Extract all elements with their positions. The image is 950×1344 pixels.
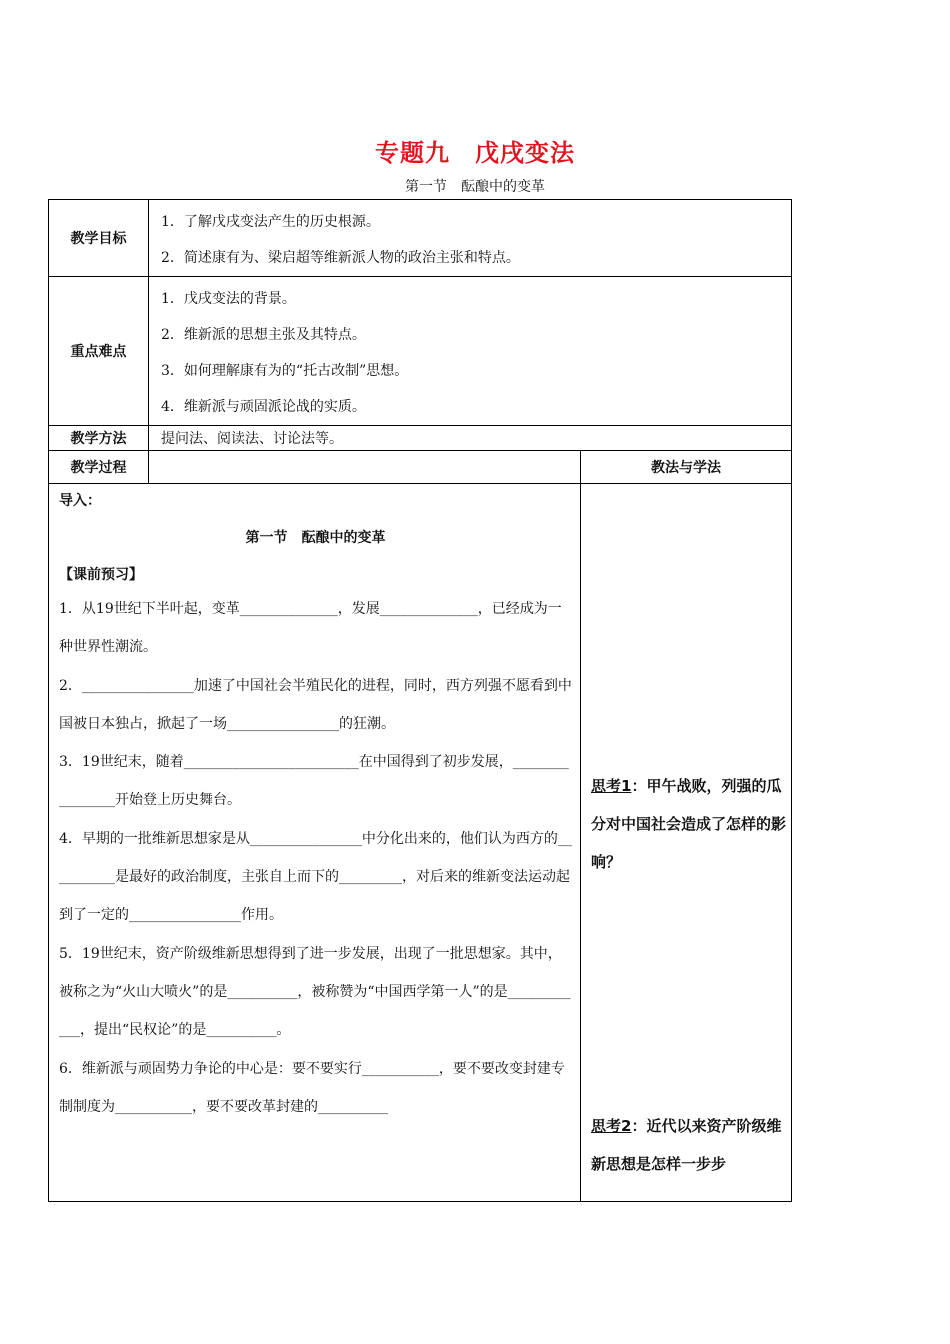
objectives-list xyxy=(149,200,792,277)
process-header-blank xyxy=(149,451,581,484)
think-question-2 xyxy=(591,1107,786,1183)
objectives-label: 教学目标 xyxy=(49,200,149,277)
think-2-label: 思考2 xyxy=(591,1117,632,1135)
think-1-label: 思考1 xyxy=(591,777,632,795)
preview-question: 3．19世纪末，随着_________________________在中国得到了初步发展，________________开始登上历史舞台。 xyxy=(59,754,569,809)
section-heading: 第一节 酝酿中的变革 xyxy=(245,530,386,546)
methods-label: 教学方法 xyxy=(49,426,149,451)
process-body-row xyxy=(49,484,792,1202)
preview-question: 4．早期的一批维新思想家是从________________中分化出来的，他们认为西方的__________是最好的政治制度，主张自上而下的_________，对后来的维新变法运动起到了一定的________________作用。 xyxy=(59,830,572,924)
process-content xyxy=(49,484,581,1202)
lesson-plan-table xyxy=(48,199,792,1202)
methods-learning-label: 教法与学法 xyxy=(581,451,792,484)
key-point-item: 4．维新派与顽固派论战的实质。 xyxy=(161,399,366,415)
think-2-text: ：近代以来资产阶级维新思想是怎样一步步 xyxy=(591,1117,782,1173)
preview-question: 1．从19世纪下半叶起，变革______________，发展______________，已经成为一种世界性潮流。 xyxy=(59,601,562,656)
key-points-list xyxy=(149,277,792,426)
preview-question: 6．维新派与顽固势力争论的中心是：要不要实行___________，要不要改变封建专制制度为___________，要不要改革封建的__________ xyxy=(59,1060,565,1115)
preview-question: 2．________________加速了中国社会半殖民化的进程，同时，西方列强不愿看到中国被日本独占，掀起了一场________________的狂潮。 xyxy=(59,677,572,732)
preview-label: 【课前预习】 xyxy=(59,567,143,583)
process-header-row xyxy=(49,451,792,484)
key-point-item: 2．维新派的思想主张及其特点。 xyxy=(161,327,366,343)
notes-column xyxy=(581,484,792,1202)
key-point-item: 3．如何理解康有为的“托古改制”思想。 xyxy=(161,363,409,379)
key-points-row xyxy=(49,277,792,426)
methods-text: 提问法、阅读法、讨论法等。 xyxy=(149,426,792,451)
objectives-row xyxy=(49,200,792,277)
think-question-1 xyxy=(591,767,786,881)
think-1-text: ：甲午战败，列强的瓜分对中国社会造成了怎样的影响？ xyxy=(591,777,787,871)
key-points-label: 重点难点 xyxy=(49,277,149,426)
process-label: 教学过程 xyxy=(49,451,149,484)
key-point-item: 1．戊戌变法的背景。 xyxy=(161,291,296,307)
intro-label: 导入： xyxy=(59,493,101,509)
section-subtitle: 第一节 酝酿中的变革 xyxy=(405,179,545,195)
methods-row xyxy=(49,426,792,451)
objective-item: 2．简述康有为、梁启超等维新派人物的政治主张和特点。 xyxy=(161,250,520,266)
page-title: 专题九 戊戌变法 xyxy=(375,139,575,167)
preview-question: 5．19世纪末，资产阶级维新思想得到了进一步发展，出现了一批思想家。其中，被称之为“火山大喷火”的是__________，被称赞为“中国西学第一人”的是____________，提出“民权论”的是__________。 xyxy=(59,945,571,1039)
objective-item: 1．了解戊戌变法产生的历史根源。 xyxy=(161,214,380,230)
